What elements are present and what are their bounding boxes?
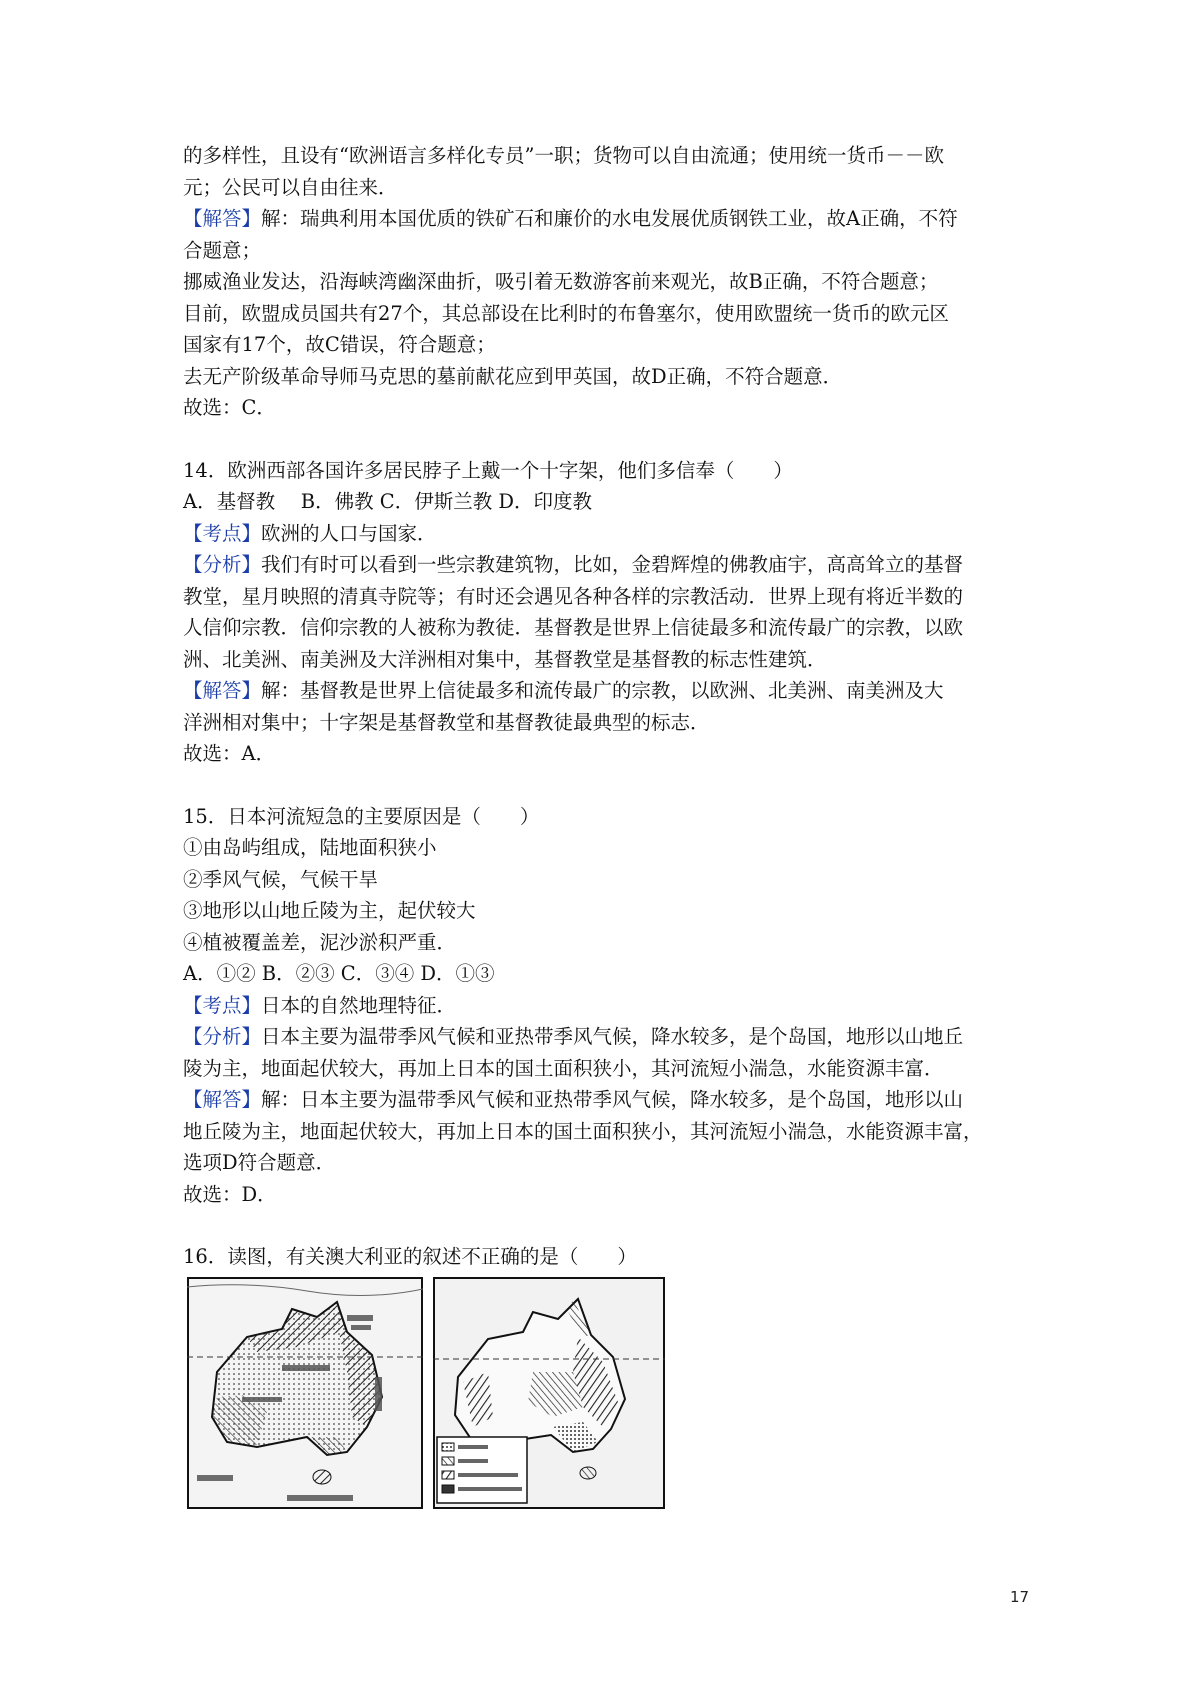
jieda-tag: 【解答】 xyxy=(183,679,262,702)
fenxi-tag: 【分析】 xyxy=(183,1025,262,1048)
jieda-tag: 【解答】 xyxy=(183,207,262,230)
q14-jieda: 【解答】解：基督教是世界上信徒最多和流传最广的宗教，以欧洲、北美洲、南美洲及大 xyxy=(183,679,944,702)
document-page xyxy=(183,140,1043,1515)
text-line: 洲、北美洲、南美洲及大洋洲相对集中，基督教堂是基督教的标志性建筑． xyxy=(183,647,827,671)
text-line: 国家有17个，故C错误，符合题意； xyxy=(183,333,496,356)
q15-item: ④植被覆盖差，泥沙淤积严重． xyxy=(183,930,457,954)
text-line: 选项D符合题意． xyxy=(183,1151,336,1174)
q15-fenxi: 【分析】日本主要为温带季风气候和亚热带季风气候，降水较多，是个岛国，地形以山地丘 xyxy=(183,1025,964,1048)
text-line: 教堂，星月映照的清真寺院等；有时还会遇见各种各样的宗教活动．世界上现有将近半数的 xyxy=(183,584,964,608)
q15-jieda: 【解答】解：日本主要为温带季风气候和亚热带季风气候，降水较多，是个岛国，地形以山 xyxy=(183,1088,964,1111)
text-line: 挪威渔业发达，沿海峡湾幽深曲折，吸引着无数游客前来观光，故B正确，不符合题意； xyxy=(183,270,939,293)
text-line: 人信仰宗教．信仰宗教的人被称为教徒．基督教是世界上信徒最多和流传最广的宗教，以欧 xyxy=(183,616,964,639)
text-line: 洋洲相对集中；十字架是基督教堂和基督教徒最典型的标志． xyxy=(183,710,710,734)
jieda-tag: 【解答】 xyxy=(183,1088,262,1111)
q16-stem: 16．读图，有关澳大利亚的叙述不正确的是（ ） xyxy=(183,1245,637,1268)
q15-choice: 故选：D． xyxy=(183,1182,277,1206)
australia-agriculture-map xyxy=(433,1277,665,1509)
text-line: 陵为主，地面起伏较大，再加上日本的国土面积狭小，其河流短小湍急，水能资源丰富． xyxy=(183,1056,944,1080)
q14-kaodian: 【考点】欧洲的人口与国家． xyxy=(183,521,437,545)
q14-choice: 故选：A． xyxy=(183,742,276,765)
page-number: 17 xyxy=(1010,1588,1030,1606)
q15-kaodian: 【考点】日本的自然地理特征． xyxy=(183,993,457,1017)
text-line: 合题意； xyxy=(183,238,262,262)
text-line: 元；公民可以自由往来． xyxy=(183,175,398,199)
q14-options: A．基督教 B．佛教 C．伊斯兰教 D．印度教 xyxy=(183,490,593,513)
q15-options: A．①② B．②③ C．③④ D．①③ xyxy=(183,962,495,985)
fenxi-tag: 【分析】 xyxy=(183,553,262,576)
q15-stem: 15．日本河流短急的主要原因是（ ） xyxy=(183,804,540,828)
kaodian-tag: 【考点】 xyxy=(183,993,262,1017)
q14-fenxi: 【分析】我们有时可以看到一些宗教建筑物，比如，金碧辉煌的佛教庙宇，高高耸立的基督 xyxy=(183,553,964,576)
q13-answer-line: 【解答】解：瑞典利用本国优质的铁矿石和廉价的水电发展优质钢铁工业，故A正确，不符 xyxy=(183,207,958,230)
text-line: 去无产阶级革命导师马克思的墓前献花应到甲英国，故D正确，不符合题意． xyxy=(183,364,843,388)
q14-stem: 14．欧洲西部各国许多居民脖子上戴一个十字架，他们多信奉（ ） xyxy=(183,458,793,482)
text-line: 目前，欧盟成员国共有27个，其总部设在比利时的布鲁塞尔，使用欧盟统一货币的欧元区 xyxy=(183,301,949,325)
text-line: 的多样性，且设有“欧洲语言多样化专员”一职；货物可以自由流通；使用统一货币－－欧 xyxy=(183,144,944,167)
q15-item: ①由岛屿组成，陆地面积狭小 xyxy=(183,836,437,859)
kaodian-tag: 【考点】 xyxy=(183,521,262,545)
australia-maps xyxy=(183,1277,1043,1515)
text-line: 地丘陵为主，地面起伏较大，再加上日本的国土面积狭小，其河流短小湍急，水能资源丰富， xyxy=(183,1119,983,1143)
q15-item: ②季风气候，气候干旱 xyxy=(183,867,379,891)
q13-choice: 故选：C． xyxy=(183,396,276,419)
australia-climate-map xyxy=(187,1277,423,1509)
q15-item: ③地形以山地丘陵为主，起伏较大 xyxy=(183,899,476,922)
